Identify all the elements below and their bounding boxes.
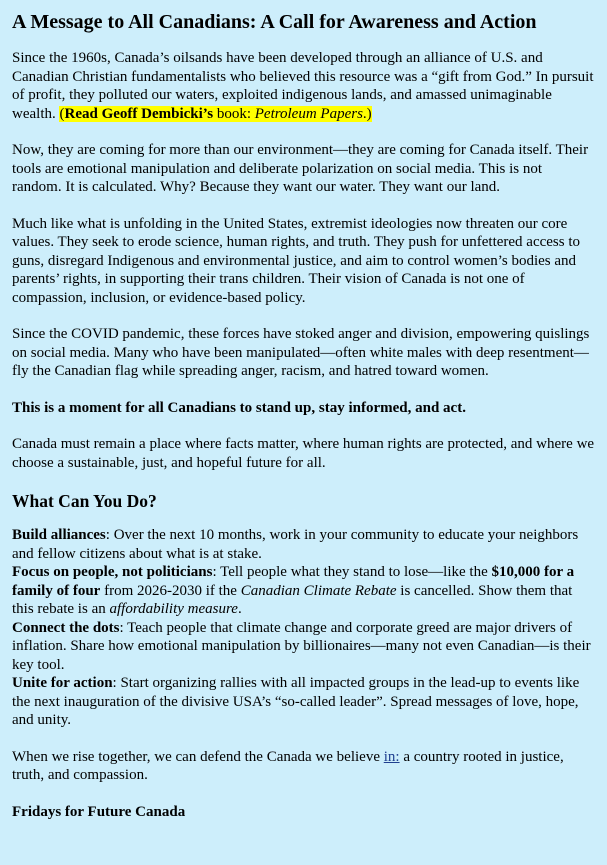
paragraph-coming-for-canada: Now, they are coming for more than our environment—they are coming for Canada itself. Their tools are emotional manipulation and deliberate polarization on social media. This is not random. It is calculated. Why? Because they want our water. They want our land. [12, 142, 589, 195]
page-title: A Message to All Canadians: A Call for Awareness and Action [12, 11, 537, 33]
book-recommendation-highlight: (Read Geoff Dembicki’s book: Petroleum Papers.) [59, 105, 372, 122]
paragraph-oilsands-text: Since the 1960s, Canada’s oilsands have been developed through an alliance of U.S. and Canadian Christian fundamentalists who believed this resource was a “gift from God.” In pursuit of profit, they polluted our waters, exploited indigenous lands, and amassed unimaginable wealth. [12, 50, 594, 122]
action-item-focus-on-people: Focus on people, not politicians: Tell people what they stand to lose—like the $10,000 for a family of four from 2026-2030 if the Canadian Climate Rebate is cancelled. Show them that this rebate is an affordability measure. [12, 564, 575, 617]
signature: Fridays for Future Canada [12, 803, 186, 820]
action-item-unite-for-action: Unite for action: Start organizing rallies with all impacted groups in the lead-up to events like the next inauguration of the divisive USA’s “so-called leader”. Spread messages of love, hope, and unity. [12, 675, 580, 728]
action-list [12, 526, 595, 730]
action-item-build-alliances: Build alliances: Over the next 10 months, work in your community to educate your neighbors and fellow citizens about what is at stake. [12, 527, 579, 562]
paragraph-covid: Since the COVID pandemic, these forces have stoked anger and division, empowering quislings on social media. Many who have been manipulated—often white males with deep resentment—fly the Canadian flag while spreading anger, racism, and hatred toward women. [12, 326, 590, 379]
paragraph-facts-matter: Canada must remain a place where facts matter, where human rights are protected, and where we choose a sustainable, just, and hopeful future for all. [12, 436, 595, 471]
section-heading-what-can-you-do: What Can You Do? [12, 491, 157, 511]
action-item-connect-the-dots: Connect the dots: Teach people that climate change and corporate greed are major drivers of inflation. Share how emotional manipulation by billionaires—many not even Canadian—is their key tool. [12, 619, 591, 673]
inline-link[interactable]: in: [383, 748, 400, 765]
paragraph-closing: When we rise together, we can defend the Canada we believe in: a country rooted in justice, truth, and compassion. [12, 748, 564, 783]
paragraph-call-to-action: This is a moment for all Canadians to stand up, stay informed, and act. [12, 399, 466, 416]
paragraph-oilsands [12, 49, 595, 123]
book-title: Petroleum Papers [254, 105, 363, 122]
paragraph-extremist-ideologies: Much like what is unfolding in the United States, extremist ideologies now threaten our core values. They seek to erode science, human rights, and truth. They push for unfettered access to guns, disregard Indigenous and environmental justice, and aim to control women’s bodies and parents’ rights, in supporting their trans children. Their vision of Canada is not one of compassion, inclusion, or evidence-based policy. [12, 215, 581, 306]
